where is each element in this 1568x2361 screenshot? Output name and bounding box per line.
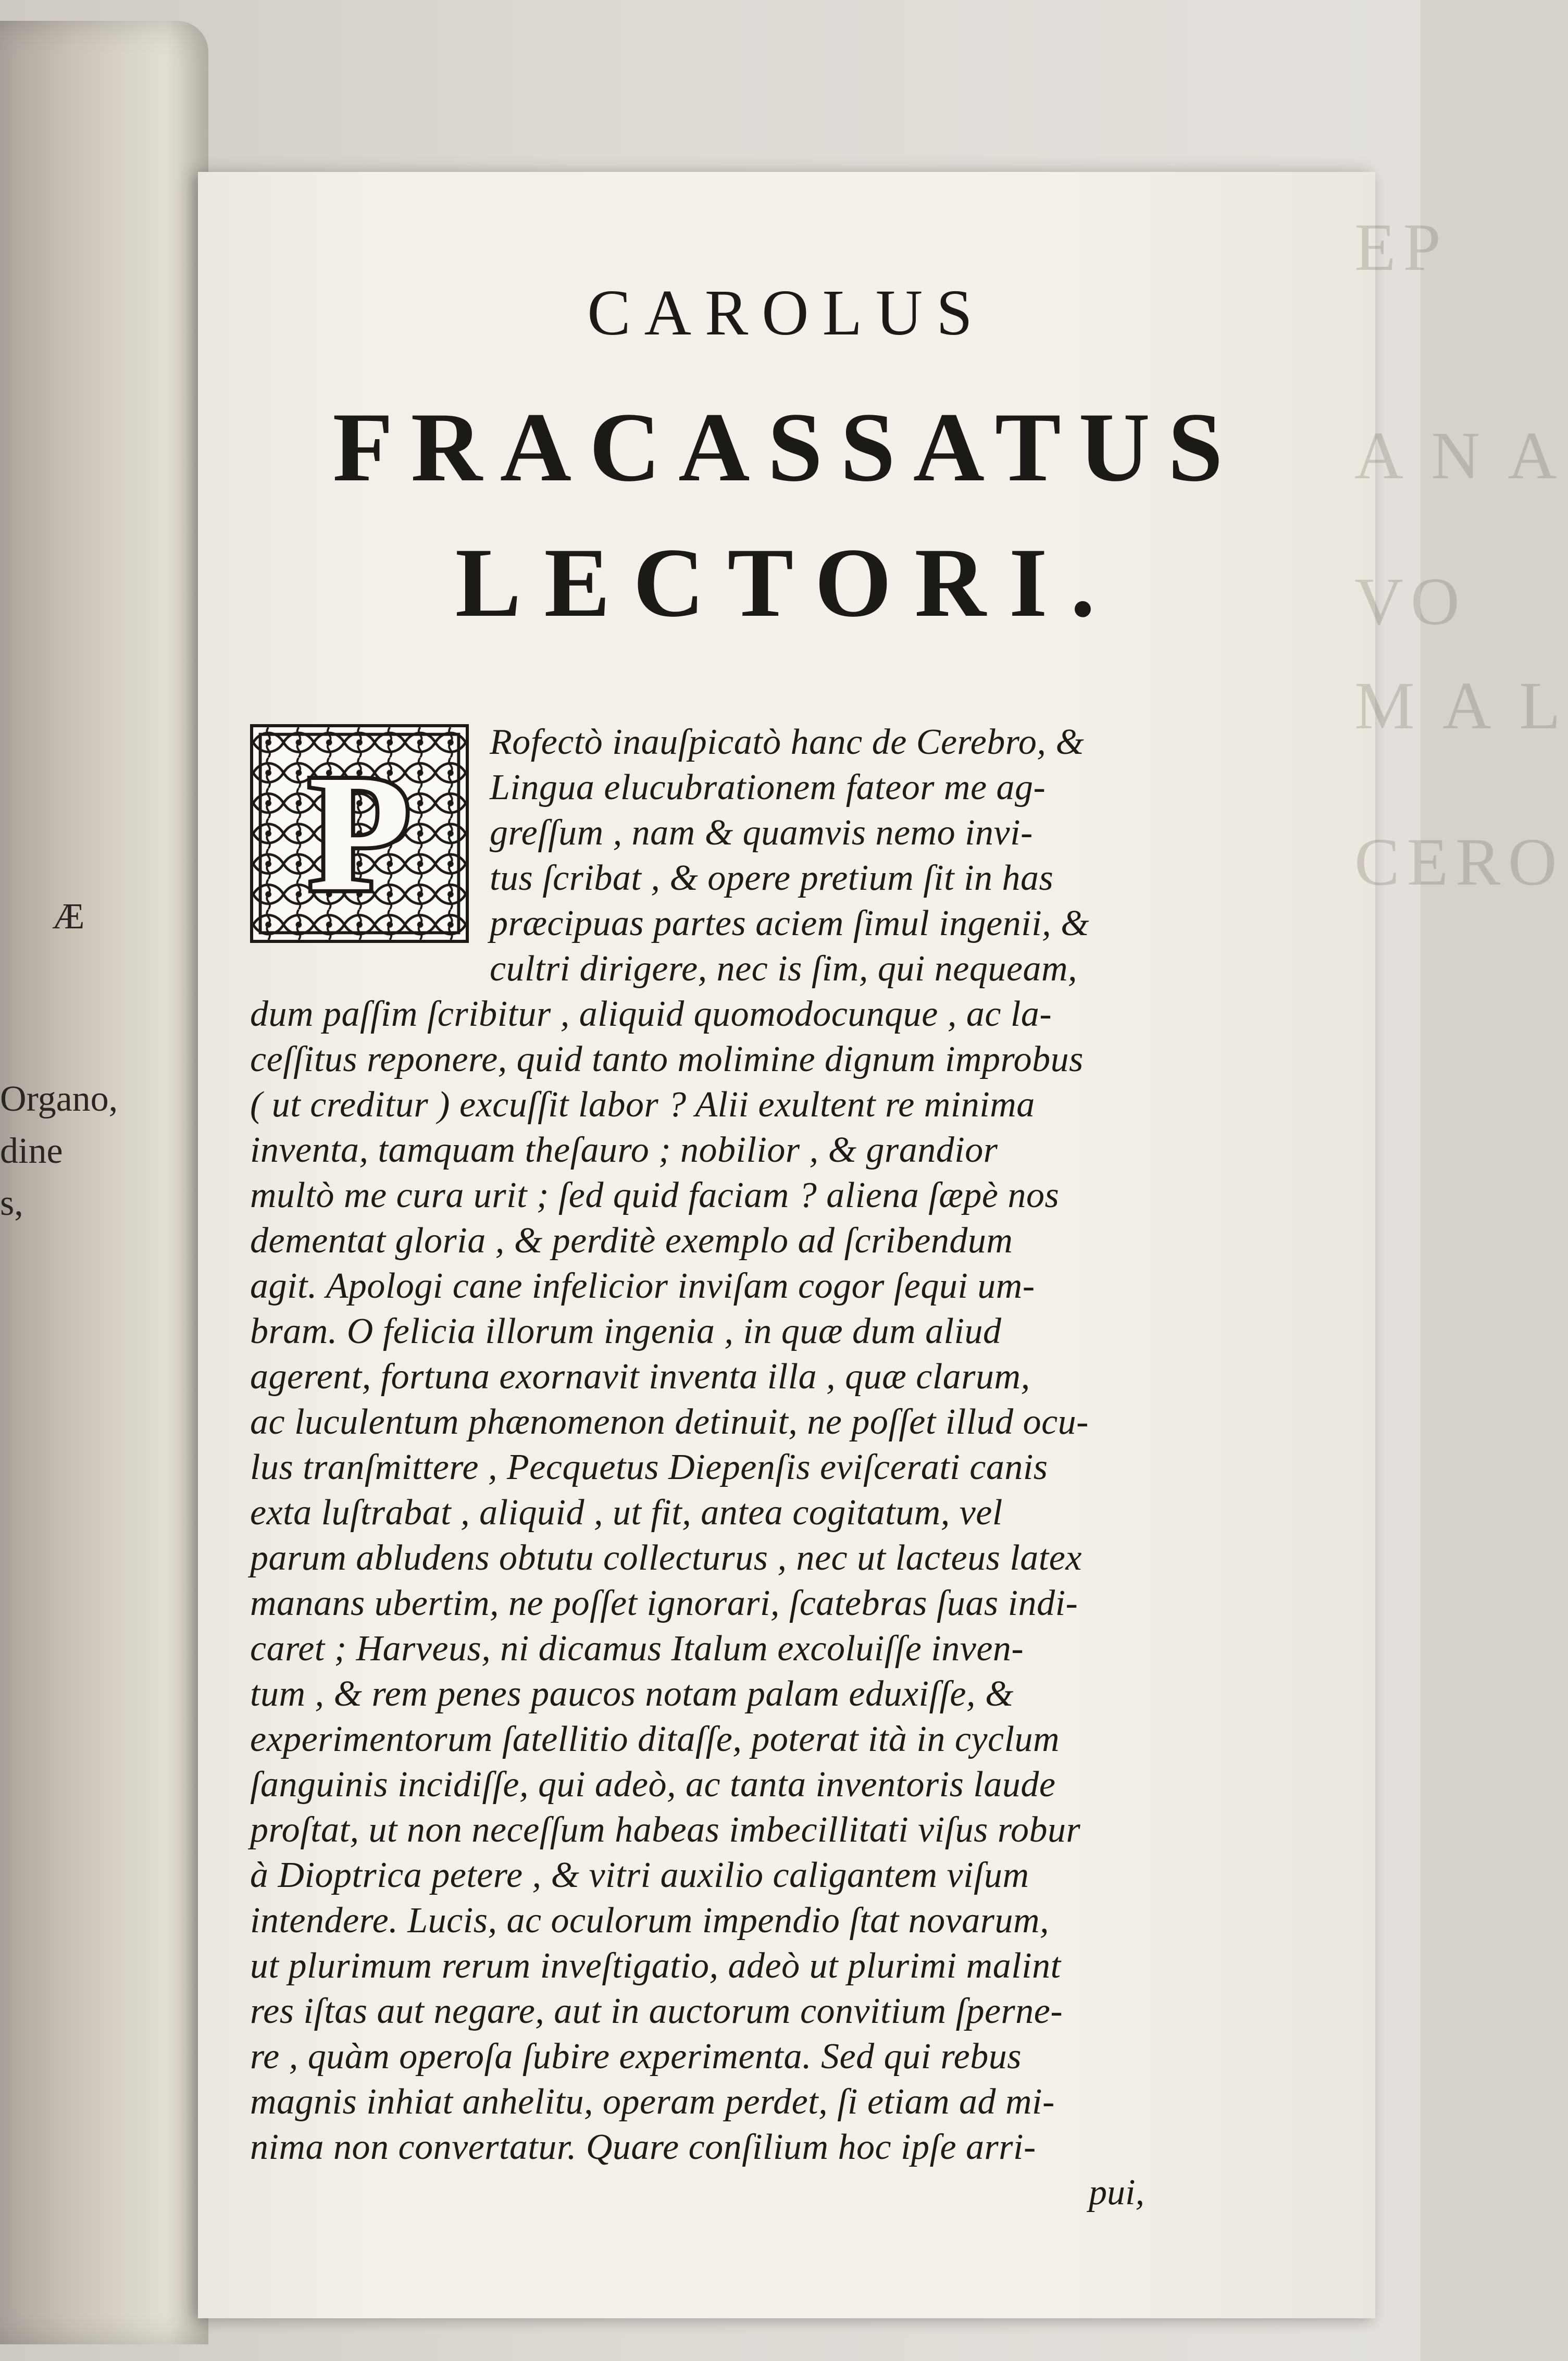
text-line: agerent, fortuna exornavit inventa illa , quæ clarum, bbox=[250, 1357, 1030, 1397]
left-fragment: Organo, bbox=[0, 1079, 118, 1119]
body-text bbox=[198, 172, 1375, 2318]
left-page-fragments bbox=[0, 880, 135, 1256]
text-line: caret ; Harveus, ni dicamus Italum excoluiſſe inven- bbox=[250, 1629, 1024, 1669]
text-line: magnis inhiat anhelitu, operam perdet, ſi etiam ad mi- bbox=[250, 2082, 1055, 2122]
text-line: ut plurimum rerum inveſtigatio, adeò ut plurimi malint bbox=[250, 1946, 1061, 1986]
text-line: præcipuas partes aciem ſimul ingenii, & bbox=[490, 903, 1090, 943]
left-fragment: s, bbox=[0, 1183, 23, 1223]
left-fragment: Æ bbox=[52, 897, 85, 937]
text-line: nima non convertatur. Quare conſilium hoc ipſe arri- bbox=[250, 2127, 1036, 2167]
text-line: Rofectò inauſpicatò hanc de Cerebro, & bbox=[490, 722, 1085, 762]
text-line: ac luculentum phænomenon detinuit, ne poſſet illud ocu- bbox=[250, 1402, 1089, 1442]
text-line: res iſtas aut negare, aut in auctorum convitium ſperne- bbox=[250, 1991, 1063, 2031]
text-line: parum abludens obtutu collecturus , nec ut lacteus latex bbox=[250, 1538, 1082, 1578]
text-line: ceſſitus reponere, quid tanto molimine dignum improbus bbox=[250, 1039, 1084, 1079]
text-line: tus ſcribat , & opere pretium ſit in has bbox=[490, 858, 1054, 898]
text-line: proſtat, ut non neceſſum habeas imbecillitati viſus robur bbox=[250, 1810, 1081, 1850]
bleed-fragment: VO bbox=[1354, 564, 1467, 639]
text-line: re , quàm operoſa ſubire experimenta. Sed qui rebus bbox=[250, 2036, 1022, 2077]
text-line: intendere. Lucis, ac oculorum impendio ſtat novarum, bbox=[250, 1900, 1050, 1941]
left-facing-page bbox=[0, 21, 208, 2344]
text-line: ſanguinis incidiſſe, qui adeò, ac tanta inventoris laude bbox=[250, 1764, 1056, 1805]
main-page bbox=[198, 172, 1375, 2318]
text-line: agit. Apologi cane infelicior inviſam cogor ſequi um- bbox=[250, 1266, 1035, 1306]
heading-line-3: LECTORI. bbox=[455, 528, 1118, 638]
text-line: Lingua elucubrationem fateor me ag- bbox=[490, 767, 1046, 807]
heading-line-2: FRACASSATUS bbox=[332, 393, 1241, 502]
bleed-fragment: A N A bbox=[1354, 418, 1564, 493]
initial-letter: P bbox=[308, 740, 410, 926]
text-line: dementat gloria , & perditè exemplo ad ſcribendum bbox=[250, 1221, 1013, 1261]
text-line: greſſum , nam & quamvis nemo invi- bbox=[490, 813, 1033, 853]
text-line: ( ut creditur ) excuſſit labor ? Alii exultent re minima bbox=[250, 1085, 1035, 1125]
text-line: manans ubertim, ne poſſet ignorari, ſcatebras ſuas indi- bbox=[250, 1583, 1078, 1623]
text-line: tum , & rem penes paucos notam palam eduxiſſe, & bbox=[250, 1674, 1014, 1714]
text-line: à Dioptrica petere , & vitri auxilio caligantem viſum bbox=[250, 1855, 1029, 1895]
text-line: experimentorum ſatellitio ditaſſe, poterat ità in cyclum bbox=[250, 1719, 1060, 1759]
text-line: lus tranſmittere , Pecquetus Diepenſis eviſcerati canis bbox=[250, 1447, 1048, 1487]
text-line: inventa, tamquam theſauro ; nobilior , & grandior bbox=[250, 1130, 998, 1170]
heading-line-1: CAROLUS bbox=[587, 277, 986, 349]
bleed-fragment: CERO bbox=[1354, 825, 1564, 900]
text-line: dum paſſim ſcribitur , aliquid quomodocunque , ac la- bbox=[250, 994, 1052, 1034]
text-line: cultri dirigere, nec is ſim, qui nequeam, bbox=[490, 949, 1077, 989]
catchword: pui, bbox=[1089, 2172, 1144, 2213]
text-line: bram. O felicia illorum ingenia , in quæ dum aliud bbox=[250, 1311, 1002, 1351]
bleed-through-text bbox=[1334, 198, 1568, 2178]
text-line: exta luſtrabat , aliquid , ut fit, antea cogitatum, vel bbox=[250, 1493, 1003, 1533]
left-fragment: dine bbox=[0, 1131, 63, 1171]
bleed-fragment: EP bbox=[1354, 210, 1448, 285]
bleed-fragment: M A L bbox=[1354, 668, 1568, 743]
text-line: multò me cura urit ; ſed quid faciam ? aliena ſæpè nos bbox=[250, 1175, 1060, 1215]
